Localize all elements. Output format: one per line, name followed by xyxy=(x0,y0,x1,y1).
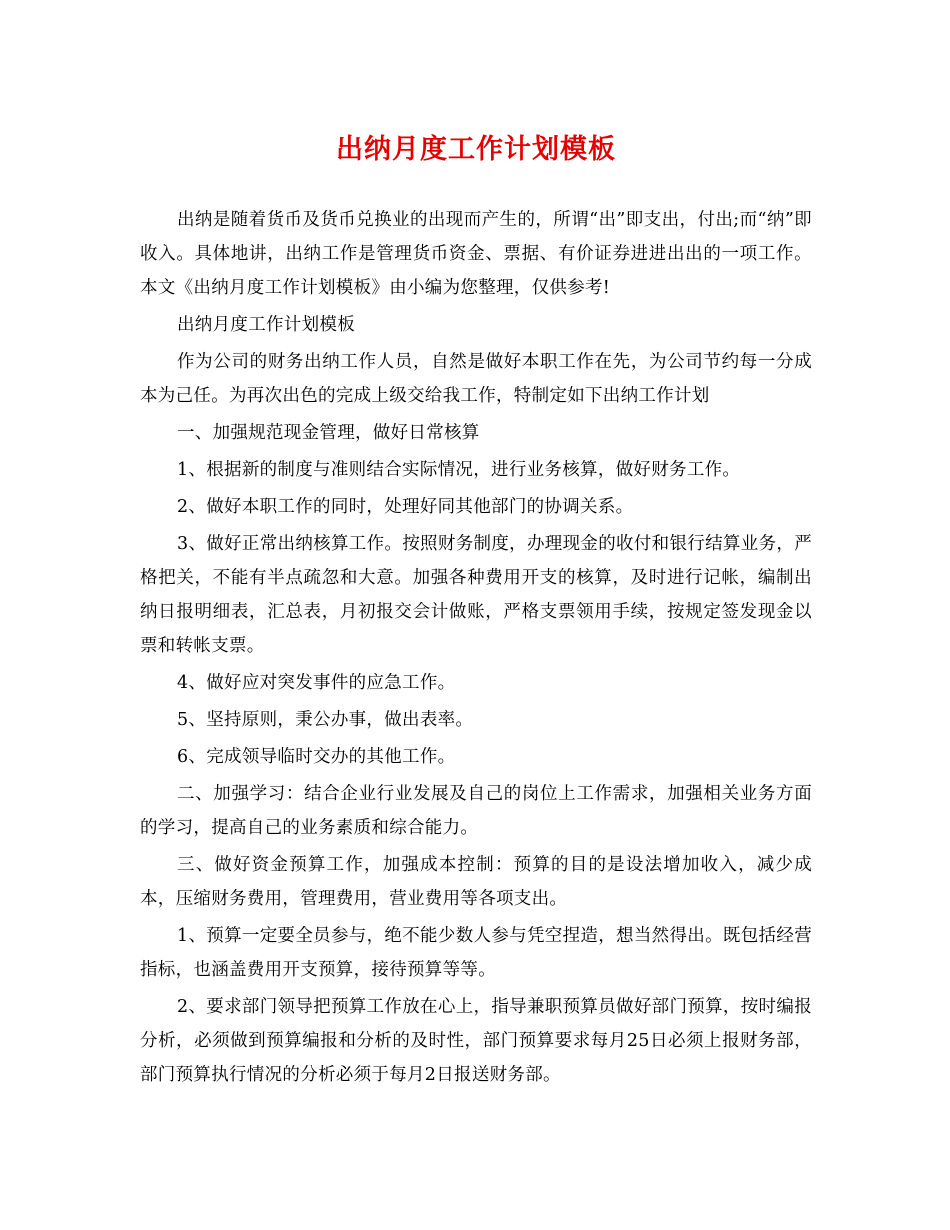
list-item: 3、做好正常出纳核算工作。按照财务制度，办理现金的收付和银行结算业务，严格把关，不能有半点疏忽和大意。加强各种费用开支的核算，及时进行记帐，编制出纳日报明细表，汇总表，月初报交会计做账，严格支票领用手续，按规定签发现金以票和转帐支票。 xyxy=(140,534,812,656)
list-item: 6、完成领导临时交办的其他工作。 xyxy=(177,747,456,767)
list-item: 1、预算一定要全员参与，绝不能少数人参与凭空捏造，想当然得出。既包括经营指标，也涵盖费用开支预算，接待预算等等。 xyxy=(140,926,812,980)
document-title: 出纳月度工作计划模板 xyxy=(336,134,616,165)
paragraph-intro: 出纳是随着货币及货币兑换业的出现而产生的，所谓“出”即支出，付出;而“纳”即收入。具体地讲，出纳工作是管理货币资金、票据、有价证券进进出出的一项工作。本文《出纳月度工作计划模板》由小编为您整理，仅供参考! xyxy=(140,210,812,298)
paragraph-purpose: 作为公司的财务出纳工作人员，自然是做好本职工作在先，为公司节约每一分成本为己任。为再次出色的完成上级交给我工作，特制定如下出纳工作计划 xyxy=(140,352,812,406)
list-item: 4、做好应对突发事件的应急工作。 xyxy=(177,673,456,693)
list-item: 2、要求部门领导把预算工作放在心上，指导兼职预算员做好部门预算，按时编报分析，必须做到预算编报和分析的及时性，部门预算要求每月25日必须上报财务部，部门预算执行情况的分析必须于每月2日报送财务部。 xyxy=(140,997,812,1085)
section-heading-1: 一、加强规范现金管理，做好日常核算 xyxy=(177,423,480,443)
section-heading-3: 三、做好资金预算工作，加强成本控制：预算的目的是设法增加收入，减少成本，压缩财务费用，管理费用，营业费用等各项支出。 xyxy=(140,855,812,909)
list-item: 2、做好本职工作的同时，处理好同其他部门的协调关系。 xyxy=(177,497,634,517)
list-item: 1、根据新的制度与准则结合实际情况，进行业务核算，做好财务工作。 xyxy=(177,460,741,480)
section-heading-2: 二、加强学习：结合企业行业发展及自己的岗位上工作需求，加强相关业务方面的学习，提高自己的业务素质和综合能力。 xyxy=(140,784,812,838)
paragraph-subtitle: 出纳月度工作计划模板 xyxy=(177,315,355,335)
list-item: 5、坚持原则，秉公办事，做出表率。 xyxy=(177,710,474,730)
document-page xyxy=(140,128,812,1095)
